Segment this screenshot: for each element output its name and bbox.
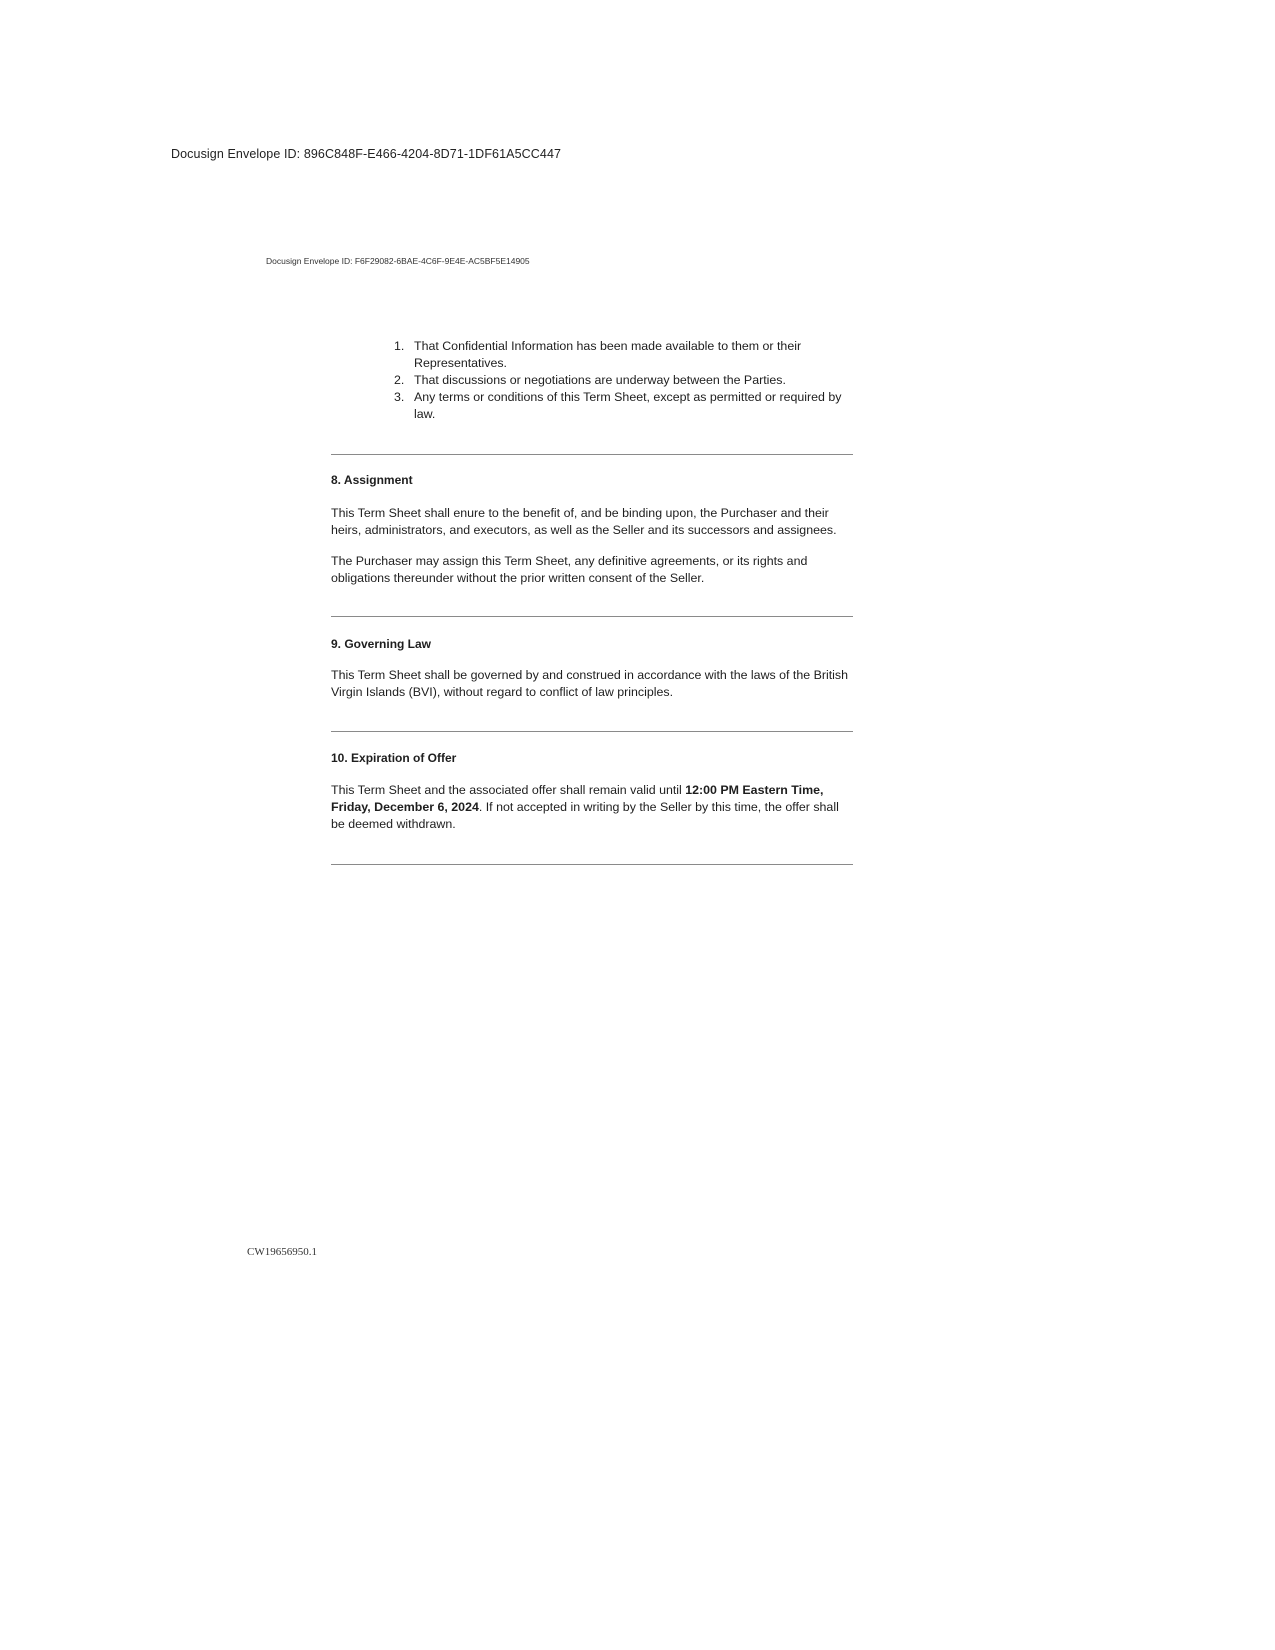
assignment-paragraph-1: This Term Sheet shall enure to the benefit of, and be binding upon, the Purchaser and their heirs, administrators, and executors, as well as the Seller and its successors and assignees. [331,506,837,537]
section-divider [331,864,853,865]
disclosure-list [331,338,853,423]
section-heading-expiration: 10. Expiration of Offer [331,751,457,765]
section-divider [331,731,853,732]
list-item-number: 3. [394,390,405,404]
list-item-number: 2. [394,373,405,387]
inner-envelope-id: Docusign Envelope ID: F6F29082-6BAE-4C6F-9E4E-AC5BF5E14905 [266,256,530,266]
document-body [331,338,853,865]
expiration-text-end: . If not accepted in writing by the Seller by this time, the offer shall be deemed withdrawn. [331,800,839,831]
expiration-text-start: This Term Sheet and the associated offer shall remain valid until [331,783,686,797]
expiration-paragraph [331,782,853,833]
outer-envelope-id: Docusign Envelope ID: 896C848F-E466-4204-8D71-1DF61A5CC447 [171,147,562,161]
section-heading-assignment: 8. Assignment [331,473,413,487]
list-item [331,389,853,423]
section-divider [331,454,853,455]
list-item-text: That Confidential Information has been made available to them or their Representatives. [414,339,802,370]
list-item-number: 1. [394,339,405,353]
document-code: CW19656950.1 [247,1246,317,1258]
list-item [331,372,853,389]
list-item-text: Any terms or conditions of this Term Sheet, except as permitted or required by law. [414,390,842,421]
governing-law-paragraph: This Term Sheet shall be governed by and construed in accordance with the laws of the British Virgin Islands (BVI), without regard to conflict of law principles. [331,668,849,699]
expiration-deadline: 12:00 PM Eastern Time, Friday, December 6, 2024 [331,783,824,814]
section-heading-governing-law: 9. Governing Law [331,637,432,651]
section-divider [331,616,853,617]
list-item-text: That discussions or negotiations are underway between the Parties. [414,373,786,387]
list-item [331,338,853,372]
assignment-paragraph-2: The Purchaser may assign this Term Sheet, any definitive agreements, or its rights and obligations thereunder without the prior written consent of the Seller. [331,554,808,585]
